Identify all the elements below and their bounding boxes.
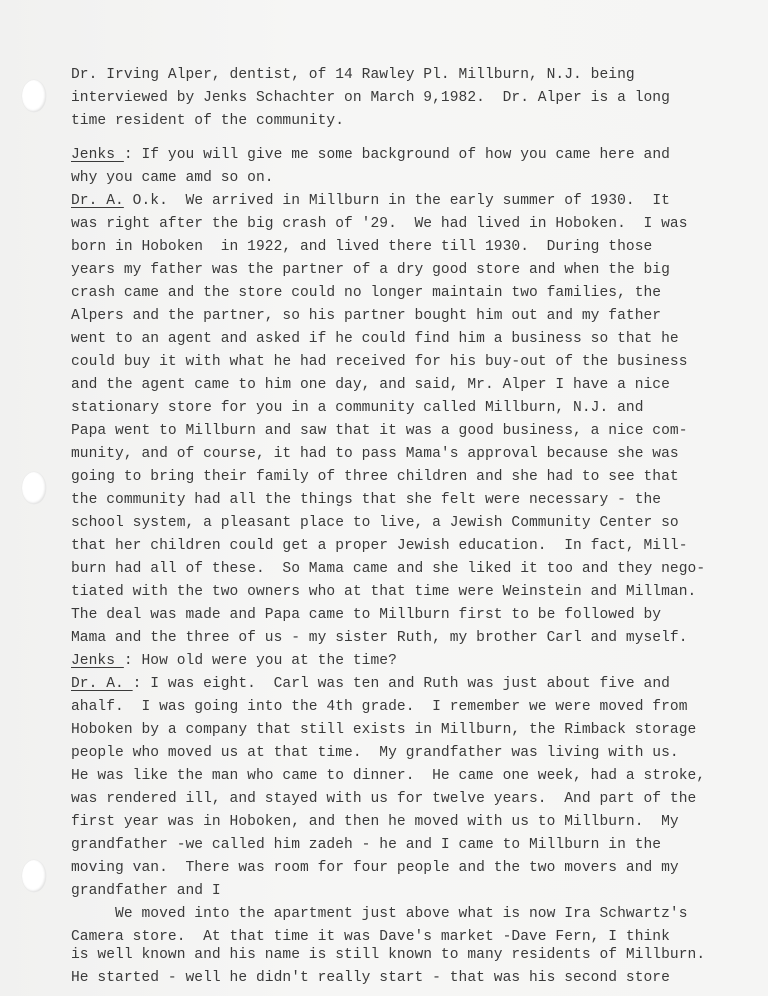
transcript-line — [71, 305, 661, 327]
line-text: Mama and the three of us - my sister Ruth, my brother Carl and myself. — [71, 630, 688, 646]
line-text: going to bring their family of three children and she had to see that — [71, 469, 679, 485]
transcript-line — [71, 880, 221, 902]
speaker-label: Dr. A. — [71, 676, 133, 692]
line-text: Hoboken by a company that still exists in Millburn, the Rimback storage — [71, 722, 697, 738]
line-text: The deal was made and Papa came to Millburn first to be followed by — [71, 607, 662, 623]
transcript-line — [71, 466, 679, 488]
line-text: crash came and the store could no longer maintain two families, the — [71, 285, 662, 301]
line-text: munity, and of course, it had to pass Mama's approval because she was — [71, 446, 679, 462]
transcript-line — [71, 604, 661, 626]
transcript-line — [71, 489, 661, 511]
speaker-line — [71, 190, 670, 212]
speaker-separator: : — [132, 676, 151, 692]
line-text: and the agent came to him one day, and said, Mr. Alper I have a nice — [71, 377, 670, 393]
line-text: I was eight. Carl was ten and Ruth was just about five and — [150, 676, 670, 692]
transcript-line — [71, 328, 679, 350]
line-text: He started - well he didn't really start - that was his second store — [71, 970, 670, 986]
transcript-line — [71, 213, 688, 235]
line-text: tiated with the two owners who at that time were Weinstein and Millman. — [71, 584, 697, 600]
speaker-separator: : — [123, 147, 142, 163]
line-text: We moved into the apartment just above what is now Ira Schwartz's — [71, 906, 688, 922]
transcript-line — [71, 903, 688, 925]
transcript-line — [71, 719, 696, 741]
line-text: How old were you at the time? — [141, 653, 397, 669]
line-text: moving van. There was room for four people and the two movers and my — [71, 860, 679, 876]
transcript-line — [71, 967, 670, 989]
line-text: O.k. We arrived in Millburn in the early summer of 1930. It — [132, 193, 670, 209]
speaker-label: Jenks — [71, 147, 124, 163]
intro-line: Dr. Irving Alper, dentist, of 14 Rawley Pl. Millburn, N.J. being — [71, 67, 635, 83]
transcript-line — [71, 627, 688, 649]
line-text: is well known and his name is still known to many residents of Millburn. — [71, 947, 706, 963]
transcript-line — [71, 420, 688, 442]
transcript-line — [71, 581, 696, 603]
line-text: why you came amd so on. — [71, 170, 274, 186]
transcript-line — [71, 167, 274, 189]
line-text: grandfather and I — [71, 883, 221, 899]
transcript-line — [71, 259, 670, 281]
transcript-line — [71, 558, 705, 580]
speaker-separator — [124, 193, 133, 209]
line-text: the community had all the things that she felt were necessary - the — [71, 492, 662, 508]
transcript-line — [71, 742, 679, 764]
line-text: Camera store. At that time it was Dave's market -Dave Fern, I think — [71, 929, 670, 945]
transcript-line — [71, 834, 661, 856]
line-text: people who moved us at that time. My grandfather was living with us. — [71, 745, 679, 761]
transcript-line — [71, 788, 696, 810]
line-text: went to an agent and asked if he could find him a business so that he — [71, 331, 679, 347]
speaker-label: Dr. A. — [71, 193, 124, 209]
line-text: If you will give me some background of how you came here and — [141, 147, 670, 163]
line-text: could buy it with what he had received for his buy-out of the business — [71, 354, 688, 370]
transcript-line — [71, 765, 705, 787]
line-text: years my father was the partner of a dry good store and when the big — [71, 262, 670, 278]
binder-hole-top — [22, 80, 46, 112]
line-text: Papa went to Millburn and saw that it was a good business, a nice com- — [71, 423, 688, 439]
line-text: first year was in Hoboken, and then he moved with us to Millburn. My — [71, 814, 679, 830]
speaker-separator: : — [123, 653, 142, 669]
speaker-label: Jenks — [71, 653, 124, 669]
line-text: ahalf. I was going into the 4th grade. I remember we were moved from — [71, 699, 688, 715]
intro-line: interviewed by Jenks Schachter on March 9,1982. Dr. Alper is a long — [71, 90, 670, 106]
transcript-line — [71, 535, 688, 557]
transcript-line — [71, 696, 688, 718]
transcript-line — [71, 374, 670, 396]
line-text: was rendered ill, and stayed with us for twelve years. And part of the — [71, 791, 697, 807]
line-text: was right after the big crash of '29. We had lived in Hoboken. I was — [71, 216, 688, 232]
transcript-line — [71, 944, 705, 966]
intro-line: time resident of the community. — [71, 113, 345, 129]
transcript-line — [71, 351, 688, 373]
line-text: stationary store for you in a community called Millburn, N.J. and — [71, 400, 644, 416]
transcript-line — [71, 443, 679, 465]
line-text: Alpers and the partner, so his partner bought him out and my father — [71, 308, 662, 324]
binder-hole-bottom — [22, 860, 46, 892]
line-text: grandfather -we called him zadeh - he and I came to Millburn in the — [71, 837, 662, 853]
transcript-line — [71, 236, 652, 258]
transcript-line — [71, 512, 679, 534]
transcript-line — [71, 282, 661, 304]
line-text: that her children could get a proper Jewish education. In fact, Mill- — [71, 538, 688, 554]
speaker-line — [71, 650, 397, 672]
line-text: school system, a pleasant place to live, a Jewish Community Center so — [71, 515, 679, 531]
speaker-line — [71, 673, 670, 695]
line-text: burn had all of these. So Mama came and she liked it too and they nego- — [71, 561, 706, 577]
line-text: He was like the man who came to dinner. He came one week, had a stroke, — [71, 768, 706, 784]
transcript-line — [71, 397, 644, 419]
transcript-line — [71, 857, 679, 879]
transcript-line — [71, 811, 679, 833]
binder-hole-middle — [22, 472, 46, 504]
speaker-line — [71, 144, 670, 166]
line-text: born in Hoboken in 1922, and lived there till 1930. During those — [71, 239, 653, 255]
